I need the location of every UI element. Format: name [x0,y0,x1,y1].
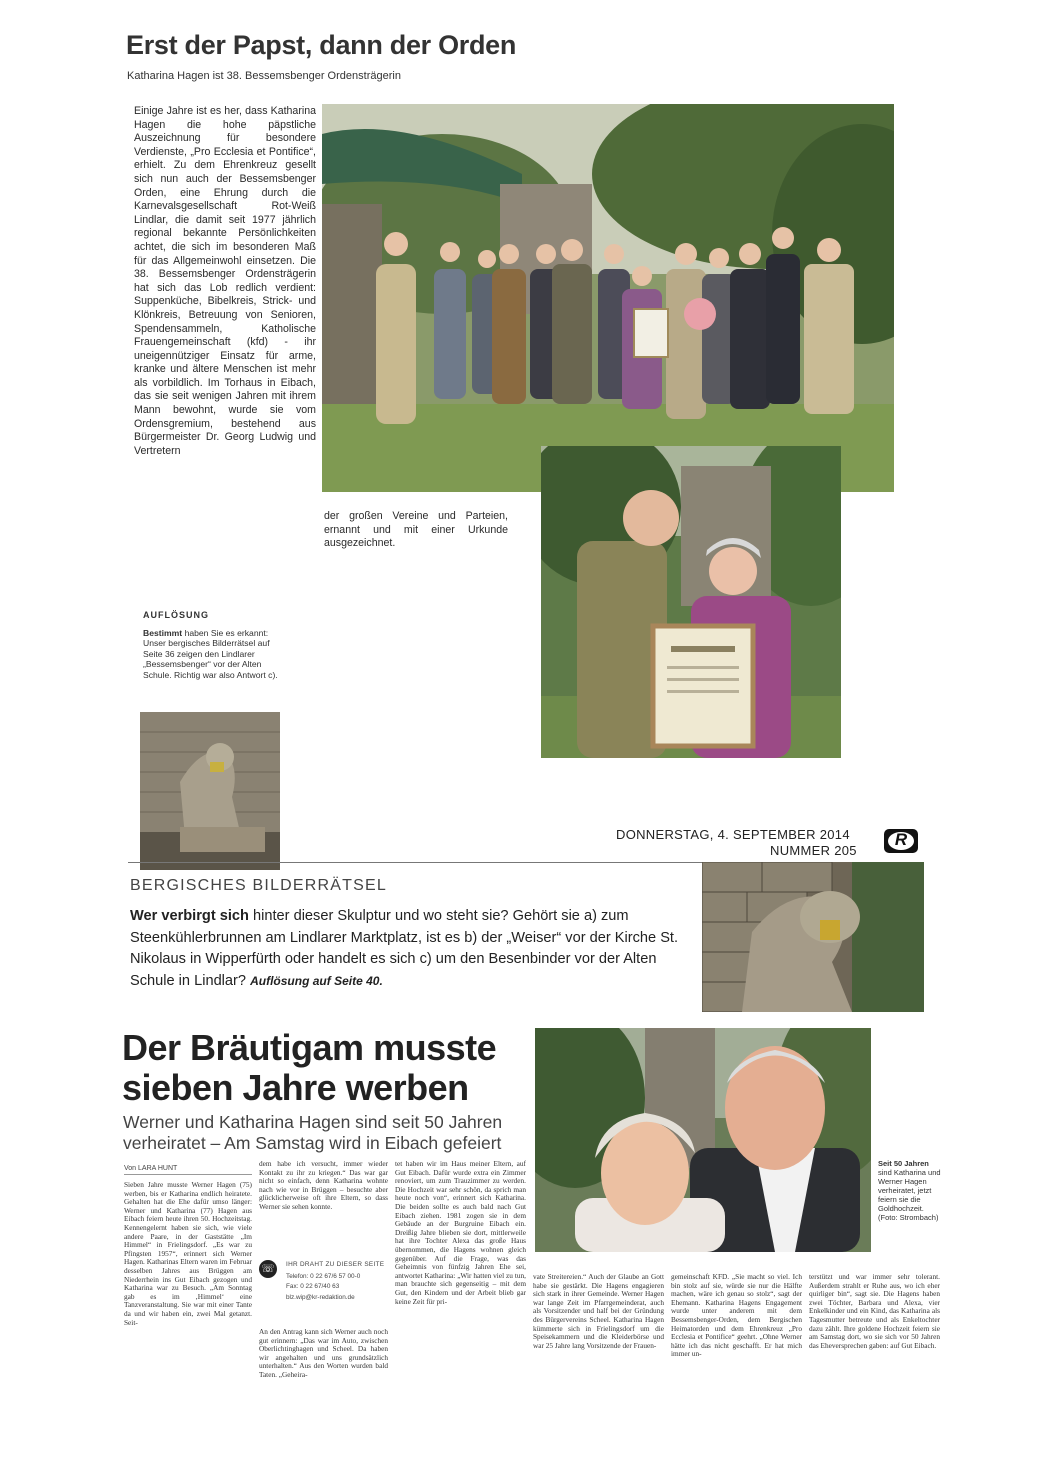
contact-phone: Telefon: 0 22 67/6 57 00-0 [286,1273,361,1280]
article1-body: Einige Jahre ist es her, dass Katharina Hagen die hohe päpstliche Auszeichnung für besondere Verdienste, „Pro Ecclesia et Pontifice“, erhielt. Zu dem Ehrenkreuz gesellt sich nun auch der Bessemsbenger Orden, eine Ehrung durch die Karnevalsgesellschaft Rot-Weiß Lindlar, die damit seit 1977 jährlich regional bekannte Persönlichkeiten achtet, die sich im besonderen Maß für das Allgemeinwohl einsetzen. Die 38. Bessemsbenger Ordensträgerin hat sich das Lob redlich verdient: Suppenküche, Bibelkreis, Strick- und Klönkreis, Betreuung von Senioren, Spendensammeln, Katholische Frauengemeinschaft (kfd) - ihr uneigennütziger Einsatz für arme, kranke und ältere Menschen ist mehr als vorbildlich. Im Torhaus in Eibach, das sie seit wenigen Jahren mit ihrem Mann bewohnt, wurde sie vom Ordensgremium, bestehend aus Bürgermeister Dr. Georg Ludwig und Vertretern [134,105,316,457]
article2-column-4: vate Streitereien.“ Auch der Glaube an Gott habe sie gestärkt. Die Hagens engagieren sich stark in ihrer Gemeinde. Werner Hagen war lange Zeit im Pfarrgemeinderat, auch als Vorsitzender und half bei der Gründung des Bürgervereins Scheel. Katharina Hagen kümmerte sich in Frielingsdorf um die Speisekammern und die Kleiderbörse und war 25 Jahre lang Vorsitzende der Frauen- [533,1273,664,1350]
article2-column-6: terstützt und war immer sehr tolerant. Außerdem strahlt er Ruhe aus, wo ich eher quirliger bin“, sagt sie. Die Hagens haben zwei Töchter, Barbara und Alexa, vier Enkelkinder und ein Kind, das Katharina als Tagesmutter betreute und als Enkeltochter dazu zählt. Ihre goldene Hochzeit feiern sie am Samstag dort, wo sie sich vor 50 Jahren das Eheversprechen gaben: auf Gut Eibach. [809,1273,940,1350]
puzzle-reference: Auflösung auf Seite 40. [250,973,383,988]
couple-portrait-photo [535,1028,871,1252]
article2-column-1: Sieben Jahre musste Werner Hagen (75) werben, bis er Katharina endlich heiratete. Gehalten hat die Ehe dafür umso länger: Werner und Katharina (77) Hagen aus Eibach feiern heute ihren 50. Hochzeitstag. Kennengelernt haben sie sich, wie viele andere Paare, in der Gaststätte „Im Himmel“ in Frielingsdorf. „Es war zu Pfingsten 1957“, erinnert sich Werner Hagen. Katharinas Eltern waren im Februar desselben Jahres aus Brüggen am Niederrhein ins Gut Eibach gezogen und Katharina war zu Besuch. „Am Sonntag gab es im ‚Himmel‘ eine Tanzveranstaltung. Sie war mit einer Tante da und wir haben ein, zwei Mal getanzt. Seit- [124,1181,252,1327]
caption-lead: Seit 50 Jahren [878,1159,929,1168]
puzzle-text [130,906,695,992]
newspaper-logo-letter: R [894,830,908,849]
article2-column-2: dem habe ich versucht, immer wieder Kontakt zu ihr zu kriegen.“ Das war gar nicht so einfach, denn Katharina wohnte nach wie vor in Brüggen – besuchte aber glücklicherweise oft ihre Eltern, so dass Werner sie sehen konnte. [259,1160,388,1211]
issue-date: DONNERSTAG, 4. SEPTEMBER 2014 [616,827,850,842]
puzzle-title: BERGISCHES BILDERRÄTSEL [130,877,387,894]
article2-subhead-line1: Werner und Katharina Hagen sind seit 50 Jahren [123,1112,503,1132]
couple-certificate-photo [541,446,841,758]
puzzle-lead: Wer verbirgt sich [130,908,249,924]
issue-number: NUMMER 205 [770,843,857,858]
article2-column-3: tet haben wir im Haus meiner Eltern, auf Gut Eibach. Dafür wurde extra ein Zimmer renoviert, um zum Trauzimmer zu werden. Die Hochzeit war sehr schön, da sprich man heute noch von“, erinnert sich Katharina. Die beiden sollte es auch bald nach Gut Eibach ziehen. 1981 zogen sie in dem Gebäude an der Burgruine Eibach ein. Dreißig Jahre blieben sie dort, mittlerweile hat ihre Tochter Alexa das große Haus übernommen, die Hagens wohnen gleich gegenüber. Auf die Frage, was das Geheimnis von fünfzig Jahren Ehe sei, antwortet Katharina: „Wir hatten viel zu tun, man brauchte sich gegenseitig – mit dem Gut, den Kindern und der Arbeit blieb gar keine Zeit für pri- [395,1160,526,1306]
article2-column-2b: An den Antrag kann sich Werner auch noch gut erinnern: „Das war im Auto, zwischen Oberlichtinghagen und Scheel. Da haben wir angehalten und uns grundsätzlich unterhalten.“ Aus den Worten wurden bald Taten. „Geheira- [259,1328,388,1379]
solution-label: AUFLÖSUNG [143,610,209,620]
article1-headline: Erst der Papst, dann der Orden [126,30,517,60]
newspaper-logo [884,829,918,853]
contact-fax: Fax: 0 22 67/40 63 [286,1283,340,1290]
caption-text: sind Katharina und Werner Hagen verheiratet, jetzt feiern sie die Goldhochzeit. (Foto: Strombach) [878,1168,941,1222]
contact-title: IHR DRAHT ZU DIESER SEITE [286,1261,385,1268]
article2-headline [122,1028,496,1108]
byline-rule [124,1174,252,1175]
phone-icon: ☏ [259,1260,277,1278]
article2-subhead [123,1112,502,1154]
contact-email[interactable]: blz.wip@kr-redaktion.de [286,1294,355,1301]
sculpture-photo-puzzle [702,862,924,1012]
article1-subhead: Katharina Hagen ist 38. Bessemsbenger Ordensträgerin [127,70,401,82]
solution-box [143,628,283,680]
article1-body-continued: der großen Vereine und Parteien, ernannt und mit einer Urkunde ausgezeichnet. [324,510,508,550]
group-photo [322,104,894,492]
solution-lead: Bestimmt [143,628,183,638]
article2-headline-line1: Der Bräutigam musste [122,1027,497,1068]
article2-subhead-line2: verheiratet – Am Samstag wird in Eibach gefeiert [123,1133,502,1153]
sculpture-photo-small [140,712,280,870]
solution-text: haben Sie es erkannt: Unser bergisches Bilderrätsel auf Seite 36 zeigen den Lindlarer „Bessemsbenger“ vor der Alten Schule. Richtig war also Antwort c). [143,628,278,680]
article2-headline-line2: sieben Jahre werben [122,1067,469,1108]
puzzle-question: hinter dieser Skulptur und wo steht sie? Gehört sie a) zum Steenkühlerbrunnen am Lindlarer Marktplatz, ist es b) der „Weiser“ vor der Kirche St. Nikolaus in Wipperfürth oder handelt es sich c) um den Besenbinder vor der Alten Schule in Lindlar? [130,908,679,989]
article2-byline: Von LARA HUNT [124,1165,178,1172]
photo-caption [878,1159,944,1222]
contact-box [259,1258,388,1314]
article2-column-5: gemeinschaft KFD. „Sie macht so viel. Ich bin stolz auf sie, würde sie nur die Hälfte machen, wäre ich genau so stolz“, sagt der Ehemann. Katharina Hagens Engagement wurde unter anderem mit dem Bessemsbenger-Orden, dem Bergischen Heimatorden und dem Ehrenkreuz „Pro Ecclesia et Pontifice“ geehrt. „Ohne Werner hätte ich das nicht geschafft. Er hat mich immer un- [671,1273,802,1359]
